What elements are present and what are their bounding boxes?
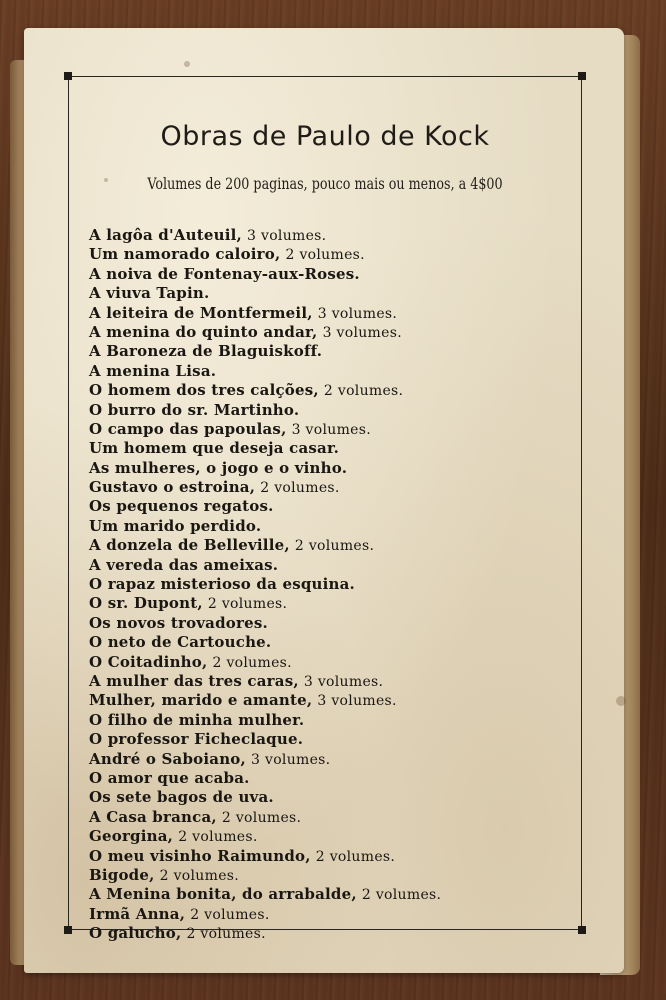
work-title: Gustavo o estroina, <box>89 478 256 497</box>
volume-count: 2 volumes. <box>260 480 340 497</box>
list-item <box>89 380 579 399</box>
list-item <box>89 341 579 360</box>
work-title: O neto de Cartouche. <box>89 633 272 652</box>
work-title: O professor Ficheclaque. <box>89 730 304 749</box>
work-title: Um homem que deseja casar. <box>89 439 340 458</box>
work-title: A donzela de Belleville, <box>89 536 290 555</box>
volume-count: 2 volumes. <box>285 247 365 264</box>
work-title: A Casa branca, <box>89 807 217 826</box>
work-title: O homem dos tres calções, <box>89 381 319 400</box>
list-item <box>89 555 579 574</box>
page-title: Obras de Paulo de Kock <box>160 121 490 152</box>
list-item <box>89 904 579 923</box>
list-item <box>89 652 579 671</box>
work-title: A mulher das tres caras, <box>89 671 299 690</box>
work-title: A viuva Tapin. <box>89 284 210 303</box>
work-title: O rapaz misterioso da esquina. <box>89 575 355 594</box>
list-item <box>89 283 579 302</box>
volume-count: 2 volumes. <box>178 829 258 846</box>
work-title: A noiva de Fontenay-aux-Roses. <box>89 264 360 283</box>
volume-count: 2 volumes. <box>207 596 288 613</box>
list-item <box>89 923 579 942</box>
frame-corner <box>578 72 586 80</box>
list-item <box>89 438 579 457</box>
list-item <box>89 458 579 477</box>
list-item <box>89 225 579 244</box>
list-item <box>89 768 579 787</box>
list-item <box>89 807 579 826</box>
list-item <box>89 826 579 845</box>
volume-count: 2 volumes. <box>323 383 404 400</box>
list-item <box>89 535 579 554</box>
work-title: A leiteira de Montfermeil, <box>89 303 313 322</box>
work-title: Um namorado caloiro, <box>89 245 281 264</box>
volume-count: 3 volumes. <box>251 751 331 768</box>
work-title: Os pequenos regatos. <box>89 497 274 516</box>
list-item <box>89 671 579 690</box>
work-title: Mulher, marido e amante, <box>89 691 313 710</box>
work-title: A menina Lisa. <box>89 361 217 380</box>
list-item <box>89 690 579 709</box>
list-item <box>89 787 579 806</box>
list-item <box>89 496 579 515</box>
list-item <box>89 322 579 341</box>
work-title: O meu visinho Raimundo, <box>89 846 311 865</box>
work-title: Um marido perdido. <box>89 516 262 535</box>
paper-stain <box>184 61 190 67</box>
list-item <box>89 749 579 768</box>
volume-count: 2 volumes. <box>361 887 442 904</box>
list-item <box>89 516 579 535</box>
page-subtitle: Volumes de 200 paginas, pouco mais ou menos, a 4$00 <box>147 175 503 193</box>
volume-count: 3 volumes. <box>247 228 327 244</box>
work-title: O Coitadinho, <box>89 652 208 671</box>
volume-count: 2 volumes. <box>221 809 302 826</box>
frame-corner <box>64 72 72 80</box>
frame-corner <box>64 926 72 934</box>
volume-count: 2 volumes. <box>212 654 292 671</box>
book-back-cover <box>24 28 624 973</box>
list-item <box>89 593 579 612</box>
list-item <box>89 419 579 438</box>
list-item <box>89 244 579 263</box>
work-title: Irmã Anna, <box>89 904 186 923</box>
work-title: O burro do sr. Martinho. <box>89 400 300 419</box>
frame-corner <box>578 926 586 934</box>
volume-count: 2 volumes. <box>190 906 270 923</box>
list-item <box>89 710 579 729</box>
work-title: As mulheres, o jogo e o vinho. <box>89 458 348 477</box>
work-title: O campo das papoulas, <box>89 419 287 438</box>
work-title: André o Saboiano, <box>89 749 246 768</box>
work-title: A Menina bonita, do arrabalde, <box>89 885 357 904</box>
volume-count: 2 volumes. <box>186 926 266 943</box>
volume-count: 2 volumes. <box>294 538 375 555</box>
work-title: Bigode, <box>89 865 155 884</box>
work-title: O galucho, <box>89 924 182 943</box>
work-title: A lagôa d'Auteuil, <box>89 226 242 244</box>
work-title: O sr. Dupont, <box>89 594 203 613</box>
work-title: O filho de minha mulher. <box>89 710 305 729</box>
list-item <box>89 729 579 748</box>
volume-count: 3 volumes. <box>303 673 384 690</box>
list-item <box>89 846 579 865</box>
decorative-frame <box>68 76 582 943</box>
volume-count: 3 volumes. <box>317 693 397 710</box>
work-title: A menina do quinto andar, <box>89 322 318 341</box>
list-item <box>89 477 579 496</box>
list-item <box>89 613 579 632</box>
list-item <box>89 400 579 419</box>
work-title: Os novos trovadores. <box>89 613 268 632</box>
list-item <box>89 264 579 283</box>
list-item <box>89 303 579 322</box>
volume-count: 3 volumes. <box>291 421 371 438</box>
volume-count: 3 volumes. <box>317 305 398 322</box>
work-title: A vereda das ameixas. <box>89 555 279 574</box>
work-title: Os sete bagos de uva. <box>89 788 274 807</box>
list-item <box>89 632 579 651</box>
list-item <box>89 574 579 593</box>
list-item <box>89 884 579 903</box>
work-title: A Baroneza de Blaguiskoff. <box>89 342 323 361</box>
works-list <box>89 225 579 942</box>
work-title: O amor que acaba. <box>89 768 250 787</box>
volume-count: 2 volumes. <box>315 848 396 865</box>
list-item <box>89 865 579 884</box>
volume-count: 2 volumes. <box>159 867 240 884</box>
paper-stain <box>616 696 626 706</box>
volume-count: 3 volumes. <box>322 324 402 341</box>
list-item <box>89 361 579 380</box>
work-title: Georgina, <box>89 827 174 846</box>
